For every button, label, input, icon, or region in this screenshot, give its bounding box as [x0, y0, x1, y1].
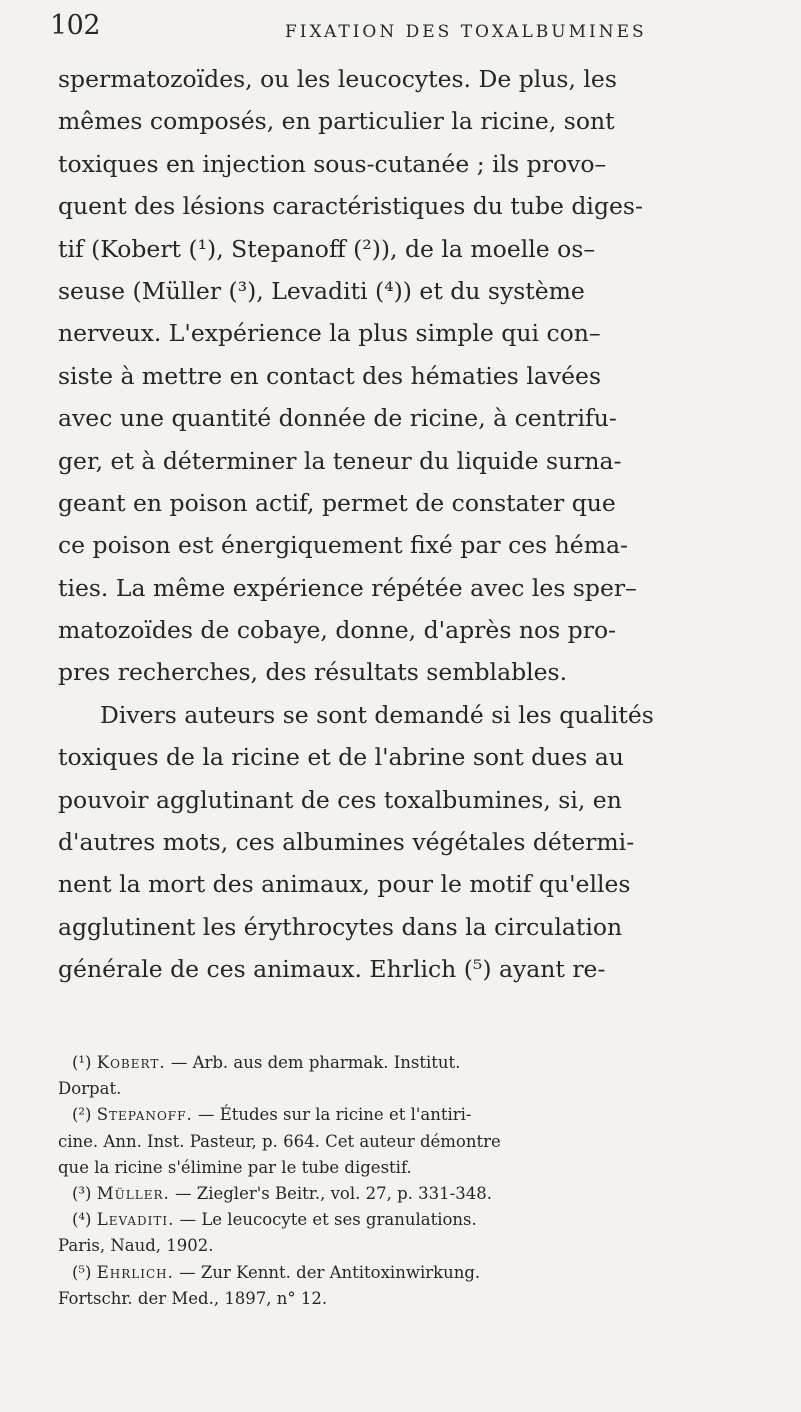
text-line: agglutinent les érythrocytes dans la circulation: [58, 912, 623, 941]
footnote-line: [58, 1155, 758, 1181]
text-line: toxiques de la ricine et de l'abrine sont dues au: [58, 743, 624, 772]
text-line: pres recherches, des résultats semblables.: [58, 658, 568, 687]
text-line: toxiques en injection sous-cutanée ; ils provo–: [58, 149, 607, 178]
page-header: [50, 10, 750, 50]
text-line: geant en poison actif, permet de constater que: [58, 488, 616, 517]
footnote-marker: (²): [72, 1105, 92, 1125]
footnote-line: [58, 1102, 758, 1128]
footnote-text: — Arb. aus dem pharmak. Institut.: [165, 1053, 461, 1072]
footnote-author: Ehrlich.: [96, 1262, 174, 1282]
footnote-text: Paris, Naud, 1902.: [58, 1236, 214, 1256]
footnote-text: Fortschr. der Med., 1897, n° 12.: [58, 1288, 328, 1308]
text-line: générale de ces animaux. Ehrlich (⁵) ayant re-: [58, 955, 606, 984]
footnote-line: [58, 1181, 758, 1207]
footnote-author: Müller.: [96, 1183, 170, 1203]
text-line: nerveux. L'expérience la plus simple qui con–: [58, 319, 601, 348]
footnote-marker: (⁵): [72, 1262, 92, 1282]
text-line: ce poison est énergiquement fixé par ces héma-: [58, 531, 628, 560]
footnotes: [58, 1050, 758, 1312]
text-line: nent la mort des animaux, pour le motif qu'elles: [58, 870, 631, 899]
text-line: tif (Kobert (¹), Stepanoff (²)), de la moelle os–: [58, 234, 596, 263]
footnote-text: que la ricine s'élimine par le tube digestif.: [58, 1157, 412, 1177]
text-line: matozoïdes de cobaye, donne, d'après nos pro-: [58, 616, 617, 645]
footnote-line: [58, 1207, 758, 1233]
footnote-line: [58, 1050, 758, 1076]
text-line: quent des lésions caractéristiques du tube diges-: [58, 192, 643, 221]
footnote-marker: (³): [72, 1183, 92, 1203]
text-line: ger, et à déterminer la teneur du liquide surna-: [58, 446, 622, 475]
footnote-line: [58, 1129, 758, 1155]
running-title: FIXATION DES TOXALBUMINES: [285, 22, 647, 42]
text-line: Divers auteurs se sont demandé si les qualités: [100, 700, 654, 729]
footnote-text: — Études sur la ricine et l'antiri-: [192, 1105, 472, 1125]
page-number: 102: [50, 10, 101, 41]
footnote-text: — Zur Kennt. der Antitoxinwirkung.: [173, 1262, 481, 1282]
footnote-line: [58, 1260, 758, 1286]
footnote-author: Kobert.: [96, 1053, 166, 1072]
body-text: [58, 58, 758, 991]
footnote-line: [58, 1286, 758, 1312]
text-line: pouvoir agglutinant de ces toxalbumines, si, en: [58, 785, 622, 814]
text-line: siste à mettre en contact des hématies lavées: [58, 361, 602, 390]
footnote-author: Levaditi.: [96, 1210, 175, 1230]
text-line: seuse (Müller (³), Levaditi (⁴)) et du système: [58, 276, 585, 305]
footnote-line: [58, 1233, 758, 1259]
footnote-line: [58, 1076, 758, 1102]
footnote-marker: (¹): [72, 1053, 92, 1072]
footnote-marker: (⁴): [72, 1210, 92, 1230]
footnote-text: cine. Ann. Inst. Pasteur, p. 664. Cet auteur démontre: [58, 1131, 501, 1151]
text-line: ties. La même expérience répétée avec les sper–: [58, 573, 637, 602]
footnote-text: Dorpat.: [58, 1079, 122, 1099]
text-line: spermatozoïdes, ou les leucocytes. De plus, les: [58, 65, 617, 93]
footnote-author: Stepanoff.: [96, 1105, 193, 1125]
footnote-text: — Le leucocyte et ses granulations.: [174, 1210, 477, 1230]
text-line: d'autres mots, ces albumines végétales détermi-: [58, 828, 635, 857]
text-line: avec une quantité donnée de ricine, à centrifu-: [58, 404, 617, 433]
text-line: mêmes composés, en particulier la ricine, sont: [58, 107, 615, 136]
footnote-text: — Ziegler's Beitr., vol. 27, p. 331-348.: [169, 1183, 492, 1203]
